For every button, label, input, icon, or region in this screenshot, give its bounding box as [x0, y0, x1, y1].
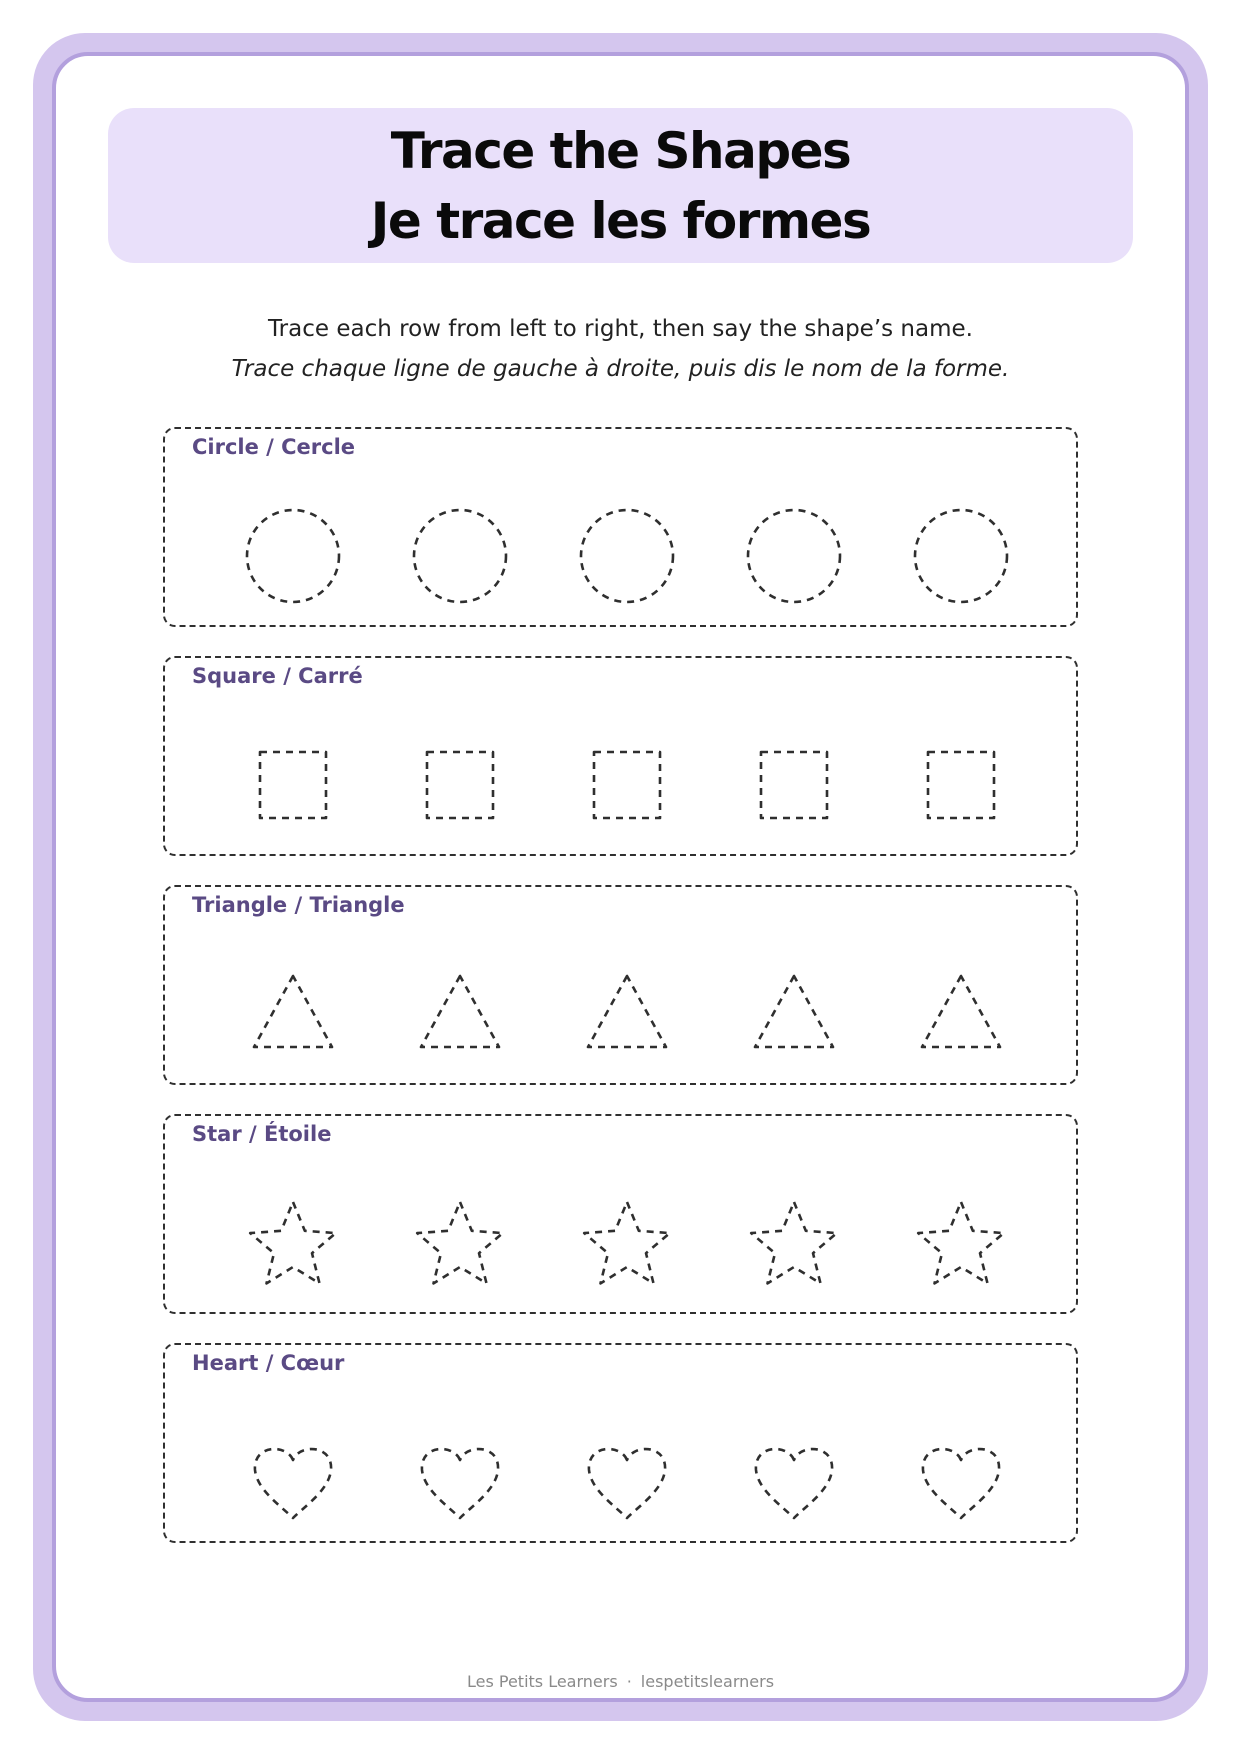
star-outline-1: [250, 1202, 336, 1283]
square-outline-5: [928, 752, 994, 818]
row-heart: [163, 1343, 1078, 1543]
star-tracing-area: [165, 1116, 1080, 1316]
footer-handle: lespetitslearners: [640, 1672, 775, 1691]
star-outline-4: [751, 1202, 837, 1283]
triangle-outline-2: [421, 976, 499, 1047]
circle-outline-4: [748, 510, 840, 602]
triangle-outline-1: [254, 976, 332, 1047]
row-label-triangle: Triangle / Triangle: [192, 893, 405, 917]
square-outline-2: [427, 752, 493, 818]
instructions-french: Trace chaque ligne de gauche à droite, puis dis le nom de la forme.: [231, 356, 1010, 382]
footer-separator: ·: [626, 1672, 632, 1691]
instructions-english: Trace each row from left to right, then say the shape’s name.: [268, 316, 973, 342]
circle-tracing-area: [165, 429, 1080, 629]
row-label-heart: Heart / Cœur: [192, 1351, 345, 1375]
heart-outline-5: [923, 1449, 999, 1518]
square-outline-1: [260, 752, 326, 818]
triangle-outline-3: [588, 976, 666, 1047]
circle-outline-3: [581, 510, 673, 602]
row-circle: [163, 427, 1078, 627]
heart-outline-2: [422, 1449, 498, 1518]
star-outline-5: [918, 1202, 1004, 1283]
square-outline-3: [594, 752, 660, 818]
row-label-star: Star / Étoile: [192, 1122, 332, 1146]
row-square: [163, 656, 1078, 856]
footer-brand: Les Petits Learners: [466, 1672, 618, 1691]
heart-outline-3: [589, 1449, 665, 1518]
heart-outline-4: [756, 1449, 832, 1518]
row-label-square: Square / Carré: [192, 664, 363, 688]
triangle-tracing-area: [165, 887, 1080, 1087]
circle-outline-1: [247, 510, 339, 602]
instructions: [0, 309, 1241, 389]
row-triangle: [163, 885, 1078, 1085]
row-star: [163, 1114, 1078, 1314]
heart-tracing-area: [165, 1345, 1080, 1545]
title-english: Trace the Shapes: [390, 121, 851, 180]
title-french: Je trace les formes: [370, 191, 871, 250]
star-outline-3: [584, 1202, 670, 1283]
title-banner: [108, 108, 1133, 263]
square-outline-4: [761, 752, 827, 818]
triangle-outline-5: [922, 976, 1000, 1047]
star-outline-2: [417, 1202, 503, 1283]
circle-outline-5: [915, 510, 1007, 602]
heart-outline-1: [255, 1449, 331, 1518]
footer: [0, 1672, 1241, 1691]
triangle-outline-4: [755, 976, 833, 1047]
row-label-circle: Circle / Cercle: [192, 435, 356, 459]
circle-outline-2: [414, 510, 506, 602]
square-tracing-area: [165, 658, 1080, 858]
